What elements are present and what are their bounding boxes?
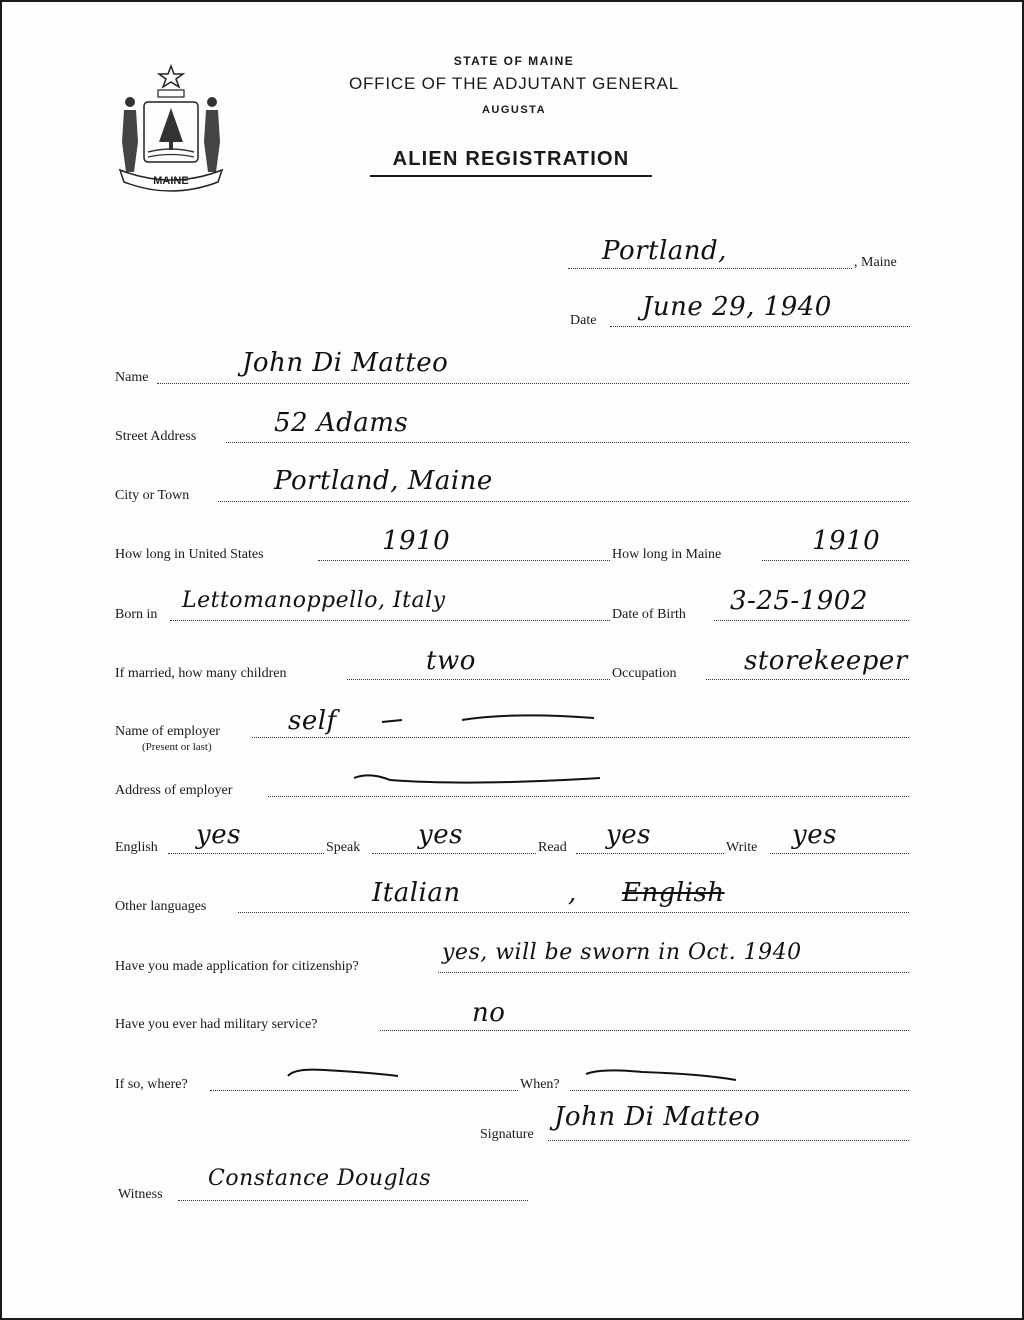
other-languages-label: Other languages bbox=[115, 899, 207, 914]
form-title: ALIEN REGISTRATION bbox=[370, 148, 652, 177]
city-heading: AUGUSTA bbox=[481, 104, 547, 116]
born-in-line bbox=[170, 620, 610, 621]
military-line bbox=[380, 1030, 909, 1031]
how-long-maine-line bbox=[762, 560, 909, 561]
write-label: Write bbox=[726, 840, 758, 855]
employer-address-line bbox=[268, 796, 909, 797]
speak-line bbox=[372, 853, 536, 854]
citizenship-line bbox=[438, 972, 909, 973]
date-entry: June 29, 1940 bbox=[642, 292, 832, 322]
when-line bbox=[570, 1090, 909, 1091]
children-line bbox=[347, 679, 610, 680]
english-entry: yes bbox=[196, 820, 241, 850]
signature-label: Signature bbox=[480, 1127, 534, 1142]
write-line bbox=[770, 853, 909, 854]
other-language-1-entry: Italian bbox=[372, 878, 461, 908]
read-label: Read bbox=[538, 840, 567, 855]
when-dash-mark bbox=[582, 1064, 742, 1084]
how-long-us-entry: 1910 bbox=[382, 526, 451, 556]
witness-line bbox=[178, 1200, 528, 1201]
date-of-birth-entry: 3-25-1902 bbox=[730, 586, 868, 616]
write-entry: yes bbox=[792, 820, 837, 850]
english-line bbox=[168, 853, 324, 854]
place-entry: Portland, bbox=[602, 236, 727, 266]
employer-entry: self bbox=[288, 706, 337, 736]
where-dash-mark bbox=[284, 1062, 404, 1082]
seal-banner-text: MAINE bbox=[153, 175, 189, 187]
military-label: Have you ever had military service? bbox=[115, 1017, 318, 1032]
place-line bbox=[568, 268, 852, 269]
other-language-2-entry: English bbox=[622, 878, 725, 908]
how-long-us-label: How long in United States bbox=[115, 547, 264, 562]
when-label: When? bbox=[520, 1077, 560, 1092]
speak-entry: yes bbox=[418, 820, 463, 850]
employer-address-label: Address of employer bbox=[115, 783, 233, 798]
how-long-maine-label: How long in Maine bbox=[612, 547, 722, 562]
state-heading: STATE OF MAINE bbox=[453, 54, 575, 68]
speak-label: Speak bbox=[326, 840, 361, 855]
maine-suffix-label: , Maine bbox=[854, 255, 897, 270]
read-entry: yes bbox=[606, 820, 651, 850]
name-label: Name bbox=[115, 370, 149, 385]
employer-line bbox=[252, 737, 909, 738]
employer-dash-mark bbox=[372, 708, 602, 728]
witness-entry: Constance Douglas bbox=[208, 1166, 432, 1191]
witness-label: Witness bbox=[118, 1187, 163, 1202]
occupation-entry: storekeeper bbox=[744, 646, 908, 676]
employer-note: (Present or last) bbox=[142, 741, 212, 753]
city-label: City or Town bbox=[115, 488, 190, 503]
street-address-label: Street Address bbox=[115, 429, 197, 444]
signature-line bbox=[548, 1140, 909, 1141]
date-of-birth-line bbox=[714, 620, 909, 621]
citizenship-entry: yes, will be sworn in Oct. 1940 bbox=[442, 940, 802, 965]
employer-label: Name of employer bbox=[115, 724, 220, 739]
date-line bbox=[610, 326, 910, 327]
city-entry: Portland, Maine bbox=[274, 466, 493, 496]
name-entry: John Di Matteo bbox=[242, 348, 449, 378]
if-so-where-label: If so, where? bbox=[115, 1077, 188, 1092]
read-line bbox=[576, 853, 724, 854]
other-languages-line bbox=[238, 912, 909, 913]
citizenship-label: Have you made application for citizenship? bbox=[115, 959, 359, 974]
street-address-entry: 52 Adams bbox=[274, 408, 409, 438]
how-long-maine-entry: 1910 bbox=[812, 526, 881, 556]
name-line bbox=[157, 383, 909, 384]
date-label: Date bbox=[570, 313, 597, 328]
street-address-line bbox=[226, 442, 909, 443]
military-entry: no bbox=[472, 998, 506, 1028]
born-in-entry: Lettomanoppello, Italy bbox=[182, 588, 446, 613]
children-label: If married, how many children bbox=[115, 666, 287, 681]
date-of-birth-label: Date of Birth bbox=[612, 607, 686, 622]
born-in-label: Born in bbox=[115, 607, 158, 622]
occupation-label: Occupation bbox=[612, 666, 677, 681]
other-language-separator: , bbox=[568, 878, 577, 908]
city-line bbox=[218, 501, 909, 502]
english-label: English bbox=[115, 840, 158, 855]
signature-entry: John Di Matteo bbox=[554, 1102, 761, 1132]
employer-address-dash-mark bbox=[350, 770, 610, 792]
how-long-us-line bbox=[318, 560, 610, 561]
office-heading: OFFICE OF THE ADJUTANT GENERAL bbox=[348, 74, 680, 93]
where-line bbox=[210, 1090, 518, 1091]
children-entry: two bbox=[426, 646, 476, 676]
occupation-line bbox=[706, 679, 909, 680]
